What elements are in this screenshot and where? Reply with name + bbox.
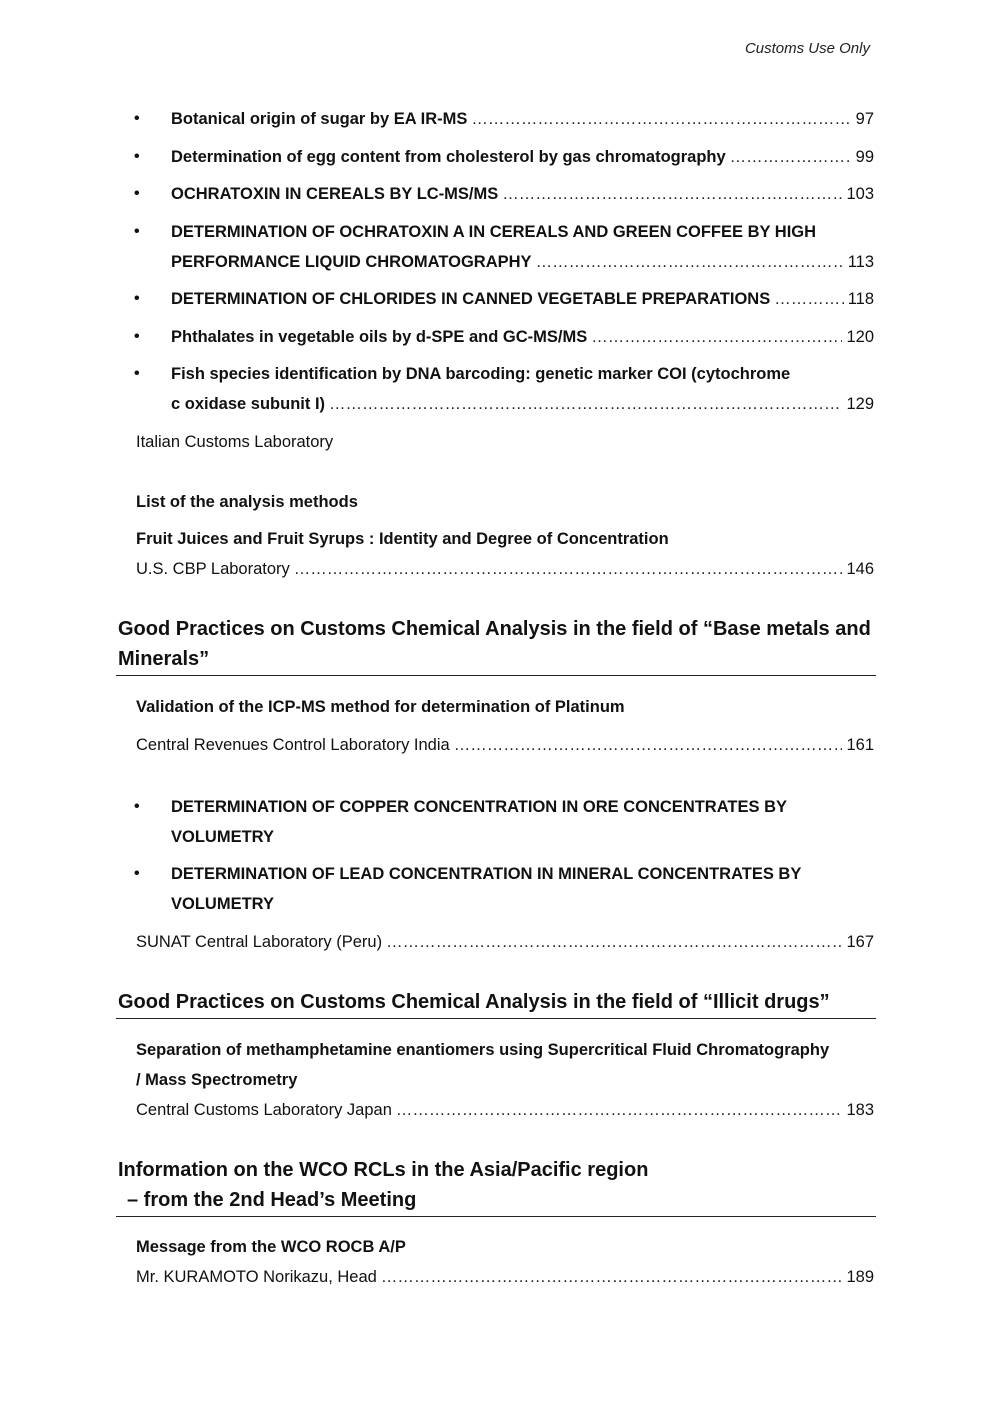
bullet: • — [134, 223, 140, 240]
page-number: 161 — [846, 736, 874, 754]
bullet: • — [134, 110, 140, 127]
lab-name-text: Italian Customs Laboratory — [136, 433, 334, 451]
bullet: • — [134, 798, 140, 815]
toc-entry-title-line[interactable] — [136, 692, 874, 722]
subheading — [136, 487, 874, 517]
section-divider — [116, 1018, 876, 1019]
lab-name-text: Central Revenues Control Laboratory India — [136, 736, 450, 754]
toc-entry-title: Determination of egg content from cholesterol by gas chromatography — [171, 148, 726, 166]
bullet: • — [134, 865, 140, 882]
toc-entry[interactable] — [171, 284, 874, 314]
toc-entry-line1[interactable] — [171, 859, 874, 889]
toc-entry[interactable] — [171, 104, 874, 134]
lab-name-text: U.S. CBP Laboratory — [136, 560, 290, 578]
page-header: Customs Use Only — [744, 40, 870, 57]
page-number: 118 — [847, 290, 874, 308]
toc-entry-title-cont: c oxidase subunit I) — [171, 395, 326, 413]
page-number: 129 — [846, 395, 874, 413]
dot-leader — [471, 104, 851, 134]
dot-leader — [730, 142, 852, 172]
toc-entry-title-line[interactable] — [136, 524, 874, 554]
section-title — [118, 987, 876, 1017]
toc-entry[interactable] — [171, 179, 874, 209]
toc-entry-title-cont: / Mass Spectrometry — [136, 1071, 298, 1089]
page-number: 99 — [855, 148, 874, 166]
toc-entry-line2[interactable] — [171, 822, 874, 852]
toc-entry-title: Fruit Juices and Fruit Syrups : Identity and Degree of Concentration — [136, 530, 669, 548]
section-title — [118, 614, 876, 674]
toc-entry-title-line[interactable] — [136, 1232, 874, 1262]
section-divider — [116, 1216, 876, 1217]
toc-entry[interactable] — [136, 1262, 874, 1292]
toc-entry-title: Phthalates in vegetable oils by d-SPE and GC-MS/MS — [171, 328, 588, 346]
page-number: 97 — [855, 110, 874, 128]
dot-leader — [329, 389, 842, 419]
toc-entry[interactable] — [136, 1095, 874, 1125]
toc-entry[interactable] — [136, 730, 874, 760]
dot-leader — [502, 179, 842, 209]
toc-entry-line1[interactable] — [136, 1035, 874, 1065]
toc-entry-title: OCHRATOXIN IN CEREALS BY LC-MS/MS — [171, 185, 499, 203]
toc-entry[interactable] — [171, 322, 874, 352]
dot-leader — [454, 730, 843, 760]
toc-entry-line2[interactable] — [171, 247, 874, 277]
toc-entry-title-cont: VOLUMETRY — [171, 895, 274, 913]
toc-entry-title: DETERMINATION OF LEAD CONCENTRATION IN MINERAL CONCENTRATES BY — [171, 865, 802, 883]
toc-entry-line1[interactable] — [171, 217, 874, 247]
section-title — [118, 1155, 876, 1215]
page-number: 146 — [846, 560, 874, 578]
dot-leader — [294, 554, 843, 584]
bullet: • — [134, 365, 140, 382]
dot-leader — [774, 284, 843, 314]
page-number: 167 — [846, 933, 874, 951]
page-number: 183 — [846, 1101, 874, 1119]
lab-name-text: SUNAT Central Laboratory (Peru) — [136, 933, 383, 951]
bullet: • — [134, 290, 140, 307]
toc-entry-title: Botanical origin of sugar by EA IR-MS — [171, 110, 468, 128]
subheading-text: List of the analysis methods — [136, 493, 358, 511]
section-title-line1: Good Practices on Customs Chemical Analysis in the field of “Illicit drugs” — [118, 991, 830, 1013]
toc-entry-title: Message from the WCO ROCB A/P — [136, 1238, 406, 1256]
dot-leader — [591, 322, 842, 352]
toc-entry-line2[interactable] — [171, 389, 874, 419]
toc-entry-title-cont: PERFORMANCE LIQUID CHROMATOGRAPHY — [171, 253, 532, 271]
toc-entry-title: DETERMINATION OF OCHRATOXIN A IN CEREALS AND GREEN COFFEE BY HIGH — [171, 223, 817, 241]
toc-entry-line1[interactable] — [171, 792, 874, 822]
toc-entry-title: Separation of methamphetamine enantiomers using Supercritical Fluid Chromatography — [136, 1041, 830, 1059]
toc-entry-title: DETERMINATION OF CHLORIDES IN CANNED VEGETABLE PREPARATIONS — [171, 290, 771, 308]
toc-entry-title: Validation of the ICP-MS method for determination of Platinum — [136, 698, 625, 716]
toc-entry-title: Fish species identification by DNA barcoding: genetic marker COI (cytochrome — [171, 365, 791, 383]
toc-entry[interactable] — [136, 554, 874, 584]
dot-leader — [536, 247, 844, 277]
lab-name — [136, 427, 874, 457]
lab-name-text: Mr. KURAMOTO Norikazu, Head — [136, 1268, 377, 1286]
page-number: 189 — [846, 1268, 874, 1286]
toc-entry-line2[interactable] — [171, 889, 874, 919]
bullet: • — [134, 148, 140, 165]
dot-leader — [386, 927, 842, 957]
section-title-line1: Good Practices on Customs Chemical Analysis in the field of “Base metals and — [118, 618, 871, 640]
section-title-line2: Minerals” — [118, 648, 210, 670]
section-title-line1: Information on the WCO RCLs in the Asia/Pacific region — [118, 1159, 649, 1181]
page-number: 103 — [846, 185, 874, 203]
toc-entry-line1[interactable] — [171, 359, 874, 389]
section-title-line2: – from the 2nd Head’s Meeting — [127, 1189, 417, 1211]
toc-entry-title: DETERMINATION OF COPPER CONCENTRATION IN ORE CONCENTRATES BY — [171, 798, 788, 816]
bullet: • — [134, 328, 140, 345]
toc-entry-title-cont: VOLUMETRY — [171, 828, 274, 846]
dot-leader — [381, 1262, 843, 1292]
page-number: 113 — [847, 253, 874, 271]
toc-entry[interactable] — [136, 927, 874, 957]
toc-entry-line2[interactable] — [136, 1065, 874, 1095]
bullet: • — [134, 185, 140, 202]
section-divider — [116, 675, 876, 676]
page-number: 120 — [846, 328, 874, 346]
toc-entry[interactable] — [171, 142, 874, 172]
lab-name-text: Central Customs Laboratory Japan — [136, 1101, 392, 1119]
dot-leader — [396, 1095, 843, 1125]
